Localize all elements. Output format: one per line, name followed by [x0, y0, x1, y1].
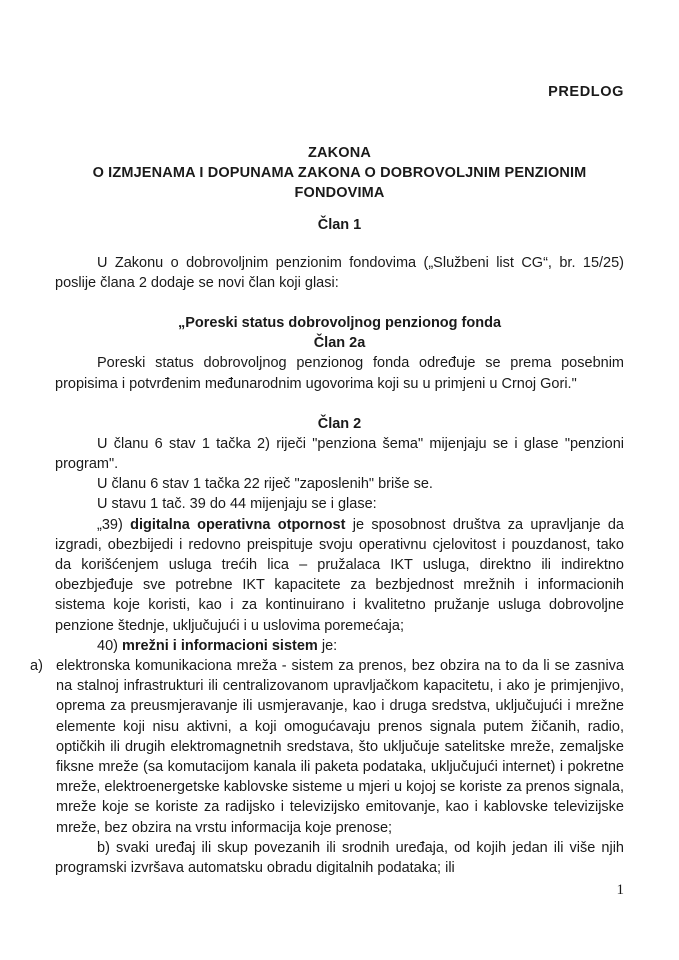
document-body	[30, 215, 624, 878]
list-item-a	[30, 656, 624, 838]
inserted-quoted-title: „Poreski status dobrovoljnog penzionog fonda	[177, 315, 502, 332]
article-2-paragraph-3: U stavu 1 tač. 39 do 44 mijenjaju se i glase:	[97, 496, 377, 513]
list-item-a-text: elektronska komunikaciona mreža - sistem za prenos, bez obzira na to da li se zasniva na stalnoj infrastrukturi ili centralizovanom upravljačkom kapacitetu, i ako je primjenjivo, oprema za preusmjeravanje ili usmjeravanje, kao i druga sredstva, uključujući i mrežne elemente koji nisu aktivni, a koji omogućavaju prenos signala putem žičanih, radio, optičkih ili drugih elektromagnetnih sredstava, što uključuje satelitske mreže, zemaljske fiksne mreže (sa komutacijom kanala ili paketa podataka, uključujući internet) i pokretne mreže, elektroenergetske kablovske sisteme u mjeri u kojoj se koriste za prenos signala, mreže koje se koriste za radijsko i televizijsko emitovanje, kao i kablovske televizijske mreže, bez obzira na vrstu informacija koje prenose;	[56, 658, 624, 836]
article-heading-clan-1: Član 1	[317, 217, 362, 233]
document-title	[55, 143, 624, 203]
article-heading-clan-2a: Član 2a	[313, 335, 366, 352]
definition-40-term: mrežni i informacioni sistem	[122, 637, 318, 654]
article-1-paragraph: U Zakonu o dobrovoljnim penzionim fondovima („Službeni list CG“, br. 15/25) poslije člana 2 dodaje se novi član koji glasi:	[55, 255, 624, 292]
definition-40-number: 40)	[97, 637, 118, 654]
article-heading-clan-2: Član 2	[317, 415, 362, 432]
title-line-1: ZAKONA	[308, 145, 371, 161]
article-2a-paragraph: Poreski status dobrovoljnog penzionog fonda određuje se prema posebnim propisima i potvrđenim međunarodnim ugovorima koji su u primjeni u Crnoj Gori."	[55, 355, 624, 392]
page-number: 1	[616, 882, 624, 898]
definition-item-40	[55, 636, 624, 656]
list-item-b-text: b) svaki uređaj ili skup povezanih ili srodnih uređaja, od kojih jedan ili više njih programski izvršava automatsku obradu digitalnih podataka; ili	[55, 839, 624, 877]
definition-item-39	[55, 515, 624, 636]
article-2-paragraph-2: U članu 6 stav 1 tačka 22 riječ "zaposlenih" briše se.	[97, 476, 433, 493]
definition-39-term: digitalna operativna otpornost	[130, 516, 346, 533]
definition-39-text: je sposobnost društva za upravljanje da izgradi, obezbijedi i redovno preispituje svoju operativnu cjelovitost i pouzdanost, tako da korišćenjem usluga trećih lica – pružalaca IKT usluga, direktno ili indirektno obezbjeđuje sve potrebne IKT kapacitete za bezbjednost mrežnih i informacionih sistema koje koristi, kao i za kontinuirano i kvalitetno pružanje usluga dobrovoljne penzione štednje, uključujući i u uslovima poremećaja;	[55, 516, 624, 634]
definition-40-text: je:	[317, 637, 338, 654]
definition-39-number: „39)	[97, 516, 123, 533]
title-line-2: O IZMJENAMA I DOPUNAMA ZAKONA O DOBROVOLJNIM PENZIONIM	[92, 165, 587, 181]
document-header-label: PREDLOG	[548, 84, 624, 100]
article-2-paragraph-1: U članu 6 stav 1 tačka 2) riječi "penziona šema" mijenjaju se i glase "penzioni program".	[55, 435, 624, 473]
list-item-a-marker: a)	[30, 658, 43, 675]
title-line-3: FONDOVIMA	[294, 185, 385, 201]
